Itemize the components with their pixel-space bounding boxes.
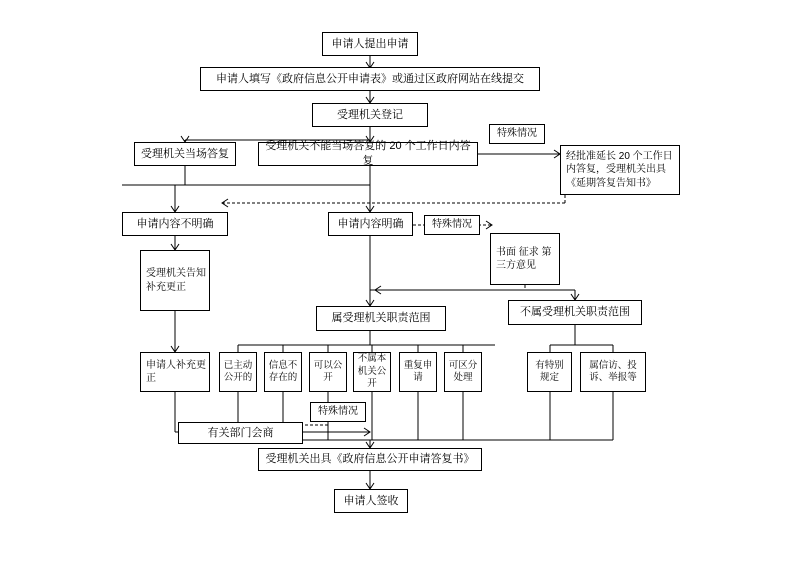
- node-within-scope: 属受理机关职责范围: [316, 306, 446, 331]
- node-separable-handling: 可区分处理: [444, 352, 482, 392]
- node-20-workday-reply: 受理机关不能当场答复的 20 个工作日内答复: [258, 142, 478, 166]
- node-applicant-submits: 申请人提出申请: [322, 32, 418, 56]
- node-notify-supplement: 受理机关告知补充更正: [140, 250, 210, 311]
- node-extension-notice: 经批准延长 20 个工作日内答复，受理机关出具《延期答复告知书》: [560, 145, 680, 195]
- node-not-this-agency: 不属本机关公开: [353, 352, 391, 392]
- node-already-disclosed: 已主动公开的: [219, 352, 257, 392]
- node-petition-complaint: 属信访、投诉、举报等: [580, 352, 646, 392]
- node-special-provision: 有特别规定: [527, 352, 572, 392]
- node-onsite-reply: 受理机关当场答复: [134, 142, 236, 166]
- node-not-exist: 信息不存在的: [264, 352, 302, 392]
- node-departments-consultation: 有关部门会商: [178, 422, 303, 444]
- node-content-unclear: 申请内容不明确: [122, 212, 228, 236]
- node-content-clear: 申请内容明确: [328, 212, 413, 236]
- node-can-disclose: 可以公开: [309, 352, 347, 392]
- node-outside-scope: 不属受理机关职责范围: [508, 300, 642, 325]
- node-applicant-supplement: 申请人补充更正: [140, 352, 210, 392]
- node-agency-registration: 受理机关登记: [312, 103, 428, 127]
- node-special-case-extension: 特殊情况: [489, 124, 545, 144]
- node-third-party-opinion: 书面 征求 第三方意见: [490, 233, 560, 285]
- node-issue-reply-document: 受理机关出具《政府信息公开申请答复书》: [258, 448, 482, 471]
- node-duplicate-application: 重复申请: [399, 352, 437, 392]
- node-special-case-consultation: 特殊情况: [310, 402, 366, 422]
- node-special-case-thirdparty: 特殊情况: [424, 215, 480, 235]
- node-fill-application-form: 申请人填写《政府信息公开申请表》或通过区政府网站在线提交: [200, 67, 540, 91]
- node-applicant-signs: 申请人签收: [334, 489, 408, 513]
